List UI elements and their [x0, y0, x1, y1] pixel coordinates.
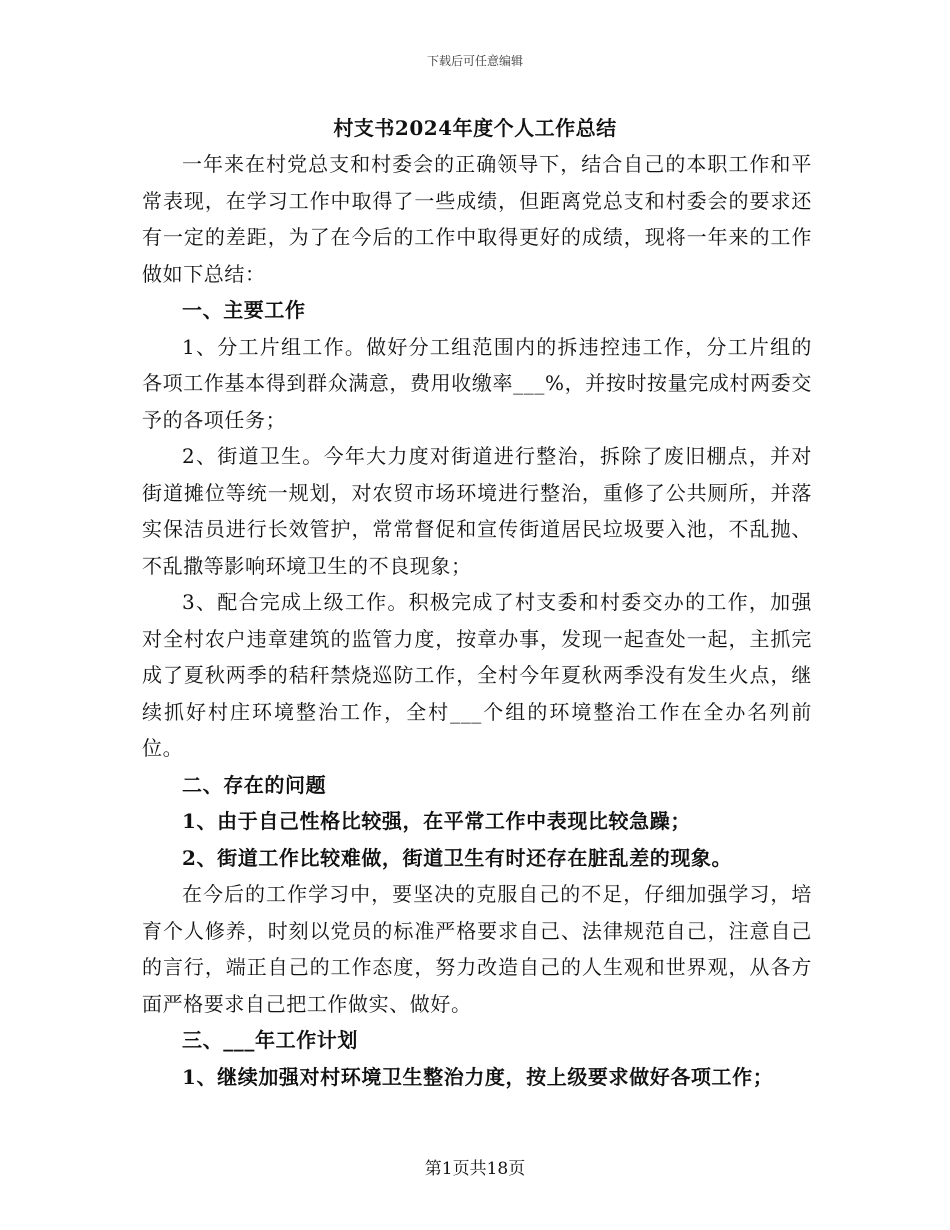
problem-item-2: 2、街道工作比较难做，街道卫生有时还存在脏乱差的现象。 — [182, 845, 733, 870]
paragraph-improvement: 在今后的工作学习中，要坚决的克服自己的不足，仔细加强学习，培育个人修养，时刻以党员的标准严格要求自己、法律规范自己，注意自己的言行，端正自己的工作态度，努力改造自己的人生观和世界观，从各方面严格要求自己把工作做实、做好。 — [142, 882, 812, 1016]
paragraph-item-3: 3、配合完成上级工作。积极完成了村支委和村委交办的工作，加强对全村农户违章建筑的监管力度，按章办事，发现一起查处一起，主抓完成了夏秋两季的秸秆禁烧巡防工作，全村今年夏秋两季没有发生火点，继续抓好村庄环境整治工作，全村___个组的环境整治工作在全办名列前位。 — [142, 590, 812, 760]
section-heading-plan: 三、___年工作计划 — [182, 1028, 358, 1052]
section-heading-main-work: 一、主要工作 — [182, 298, 306, 322]
paragraph-intro: 一年来在村党总支和村委会的正确领导下，结合自己的本职工作和平常表现，在学习工作中取得了一些成绩，但距离党总支和村委会的要求还有一定的差距，为了在今后的工作中取得更好的成绩，现将一年来的工作做如下总结： — [142, 152, 812, 286]
problem-item-1: 1、由于自己性格比较强，在平常工作中表现比较急躁； — [182, 809, 691, 833]
plan-item-1: 1、继续加强对村环境卫生整治力度，按上级要求做好各项工作； — [182, 1064, 774, 1089]
section-heading-problems: 二、存在的问题 — [182, 772, 327, 797]
header-note: 下载后可任意编辑 — [426, 54, 523, 68]
page-footer: 第1页共18页 — [424, 1159, 526, 1179]
document-body — [142, 146, 812, 1095]
paragraph-item-2: 2、街道卫生。今年大力度对街道进行整治，拆除了废旧棚点，并对街道摊位等统一规划，对农贸市场环境进行整治，重修了公共厕所，并落实保洁员进行长效管护，常常督促和宣传街道居民垃圾要入池，不乱抛、不乱撒等影响环境卫生的不良现象； — [142, 444, 812, 578]
paragraph-item-1: 1、分工片组工作。做好分工组范围内的拆违控违工作，分工片组的各项工作基本得到群众满意，费用收缴率___%，并按时按量完成村两委交予的各项任务； — [142, 334, 812, 432]
document-title: 村支书2024年度个人工作总结 — [333, 116, 617, 140]
